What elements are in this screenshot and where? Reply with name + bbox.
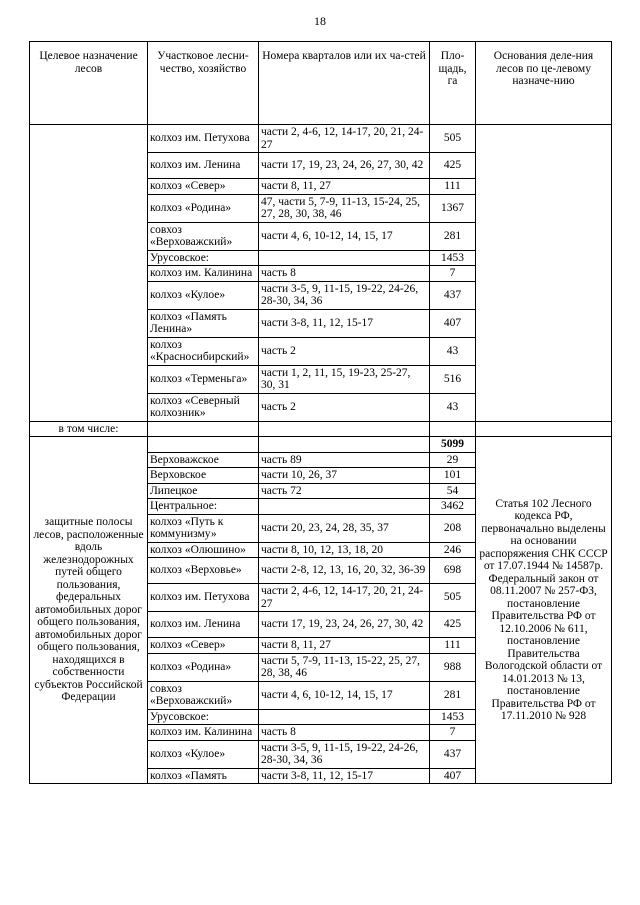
area-cell: 281 [430, 222, 476, 250]
area-cell: 1367 [430, 194, 476, 222]
district-cell: колхоз «Север» [148, 179, 259, 195]
area-cell: 246 [430, 542, 476, 558]
district-cell: Центральное: [148, 499, 259, 515]
protective-total-area: 5099 [430, 437, 476, 453]
area-cell: 29 [430, 452, 476, 468]
area-cell: 111 [430, 638, 476, 654]
protective-body [30, 437, 612, 784]
blocks-cell: части 20, 23, 24, 28, 35, 37 [259, 514, 430, 542]
empty-cell [259, 421, 430, 437]
blocks-cell: части 5, 7-9, 11-13, 15-22, 25, 27, 28, 38, 46 [259, 653, 430, 681]
blocks-cell: части 2, 4-6, 12, 14-17, 20, 21, 24-27 [259, 584, 430, 612]
district-cell: колхоз им. Калинина [148, 266, 259, 282]
area-cell: 1453 [430, 250, 476, 266]
blocks-cell: часть 2 [259, 393, 430, 421]
district-cell: совхоз «Верховажский» [148, 222, 259, 250]
empty-cell [430, 421, 476, 437]
area-cell: 7 [430, 266, 476, 282]
blocks-cell: части 4, 6, 10-12, 14, 15, 17 [259, 681, 430, 709]
blocks-cell: часть 89 [259, 452, 430, 468]
empty-cell [148, 437, 259, 453]
area-cell: 43 [430, 337, 476, 365]
area-cell: 1453 [430, 709, 476, 725]
district-cell: колхоз им. Ленина [148, 612, 259, 638]
district-cell: Урусовское: [148, 709, 259, 725]
empty-cell [148, 421, 259, 437]
area-cell: 111 [430, 179, 476, 195]
blocks-cell: часть 8 [259, 725, 430, 741]
header-row [30, 42, 612, 125]
area-cell: 505 [430, 125, 476, 153]
district-cell: Верховское [148, 468, 259, 484]
district-cell: колхоз «Олюшино» [148, 542, 259, 558]
blocks-cell: часть 72 [259, 483, 430, 499]
area-cell: 516 [430, 365, 476, 393]
area-cell: 208 [430, 514, 476, 542]
protective-total-row [30, 437, 612, 453]
header-purpose: Целевое назначение лесов [30, 42, 148, 125]
blocks-cell: части 8, 11, 27 [259, 638, 430, 654]
district-cell: колхоз «Кулое» [148, 281, 259, 309]
district-cell: колхоз им. Калинина [148, 725, 259, 741]
blocks-cell [259, 709, 430, 725]
header-basis: Основания деле-ния лесов по це-левому назначе-нию [476, 42, 612, 125]
forest-purpose-table [29, 41, 612, 784]
district-cell: колхоз «Родина» [148, 194, 259, 222]
header-area: Пло-щадь, га [430, 42, 476, 125]
district-cell: колхоз им. Петухова [148, 584, 259, 612]
district-cell: колхоз «Северный колхозник» [148, 393, 259, 421]
blocks-cell: части 8, 10, 12, 13, 18, 20 [259, 542, 430, 558]
page-number: 18 [314, 14, 326, 28]
district-cell: колхоз «Верховье» [148, 558, 259, 584]
blocks-cell: части 3-5, 9, 11-15, 19-22, 24-26, 28-30, 34, 36 [259, 281, 430, 309]
blocks-cell: части 3-5, 9, 11-15, 19-22, 24-26, 28-30, 34, 36 [259, 740, 430, 768]
area-cell: 43 [430, 393, 476, 421]
blocks-cell: 47, части 5, 7-9, 11-13, 15-24, 25, 27, 28, 30, 38, 46 [259, 194, 430, 222]
area-cell: 425 [430, 153, 476, 179]
district-cell: колхоз «Терменьга» [148, 365, 259, 393]
header-district: Участковое лесни-чество, хозяйство [148, 42, 259, 125]
blocks-cell: части 17, 19, 23, 24, 26, 27, 30, 42 [259, 612, 430, 638]
district-cell: Липецкое [148, 483, 259, 499]
blocks-cell: части 4, 6, 10-12, 14, 15, 17 [259, 222, 430, 250]
basis-cell [476, 125, 612, 422]
area-cell: 437 [430, 281, 476, 309]
district-cell: колхоз «Кулое» [148, 740, 259, 768]
protective-basis: Статья 102 Лесного кодекса РФ, первоначально выделены на основании распоряжения СНК СССР от 17.07.1944 № 14587р. Федеральный закон от 08.11.2007 № 257-ФЗ, постановление Правительства РФ от 12.10.2006 № 611, постановление Правительства Вологодской области от 14.01.2013 № 13, постановление Правительства РФ от 17.11.2010 № 928 [476, 437, 612, 784]
including-row [30, 421, 612, 437]
district-cell: колхоз «Память [148, 768, 259, 784]
table-row [30, 125, 612, 153]
area-cell: 988 [430, 653, 476, 681]
blocks-cell [259, 250, 430, 266]
section-a-body [30, 125, 612, 422]
district-cell: колхоз «Красносибирский» [148, 337, 259, 365]
blocks-cell: части 10, 26, 37 [259, 468, 430, 484]
header-blocks: Номера кварталов или их ча-стей [259, 42, 430, 125]
area-cell: 407 [430, 768, 476, 784]
district-cell: Верховажское [148, 452, 259, 468]
empty-cell [476, 421, 612, 437]
area-cell: 3462 [430, 499, 476, 515]
district-cell: колхоз им. Ленина [148, 153, 259, 179]
area-cell: 425 [430, 612, 476, 638]
protective-purpose: защитные полосы лесов, расположенные вдоль железнодорожных путей общего пользования, федеральных автомобильных дорог общего пользования, автомобильных дорог общего пользования, находящихся в собственности субъектов Российской Федерации [30, 437, 148, 784]
area-cell: 407 [430, 309, 476, 337]
blocks-cell: часть 2 [259, 337, 430, 365]
blocks-cell: части 2, 4-6, 12, 14-17, 20, 21, 24-27 [259, 125, 430, 153]
district-cell: Урусовское: [148, 250, 259, 266]
blocks-cell: часть 8 [259, 266, 430, 282]
area-cell: 101 [430, 468, 476, 484]
blocks-cell: части 1, 2, 11, 15, 19-23, 25-27, 30, 31 [259, 365, 430, 393]
blocks-cell: части 3-8, 11, 12, 15-17 [259, 309, 430, 337]
district-cell: колхоз «Путь к коммунизму» [148, 514, 259, 542]
area-cell: 7 [430, 725, 476, 741]
empty-cell [259, 437, 430, 453]
area-cell: 281 [430, 681, 476, 709]
blocks-cell: части 17, 19, 23, 24, 26, 27, 30, 42 [259, 153, 430, 179]
blocks-cell: части 8, 11, 27 [259, 179, 430, 195]
area-cell: 698 [430, 558, 476, 584]
district-cell: колхоз «Память Ленина» [148, 309, 259, 337]
district-cell: совхоз «Верховажский» [148, 681, 259, 709]
including-label: в том числе: [30, 421, 148, 437]
district-cell: колхоз «Родина» [148, 653, 259, 681]
area-cell: 437 [430, 740, 476, 768]
purpose-cell [30, 125, 148, 422]
district-cell: колхоз «Север» [148, 638, 259, 654]
area-cell: 54 [430, 483, 476, 499]
area-cell: 505 [430, 584, 476, 612]
blocks-cell [259, 499, 430, 515]
district-cell: колхоз им. Петуховa [148, 125, 259, 153]
including-body [30, 421, 612, 437]
blocks-cell: части 2-8, 12, 13, 16, 20, 32, 36-39 [259, 558, 430, 584]
blocks-cell: части 3-8, 11, 12, 15-17 [259, 768, 430, 784]
